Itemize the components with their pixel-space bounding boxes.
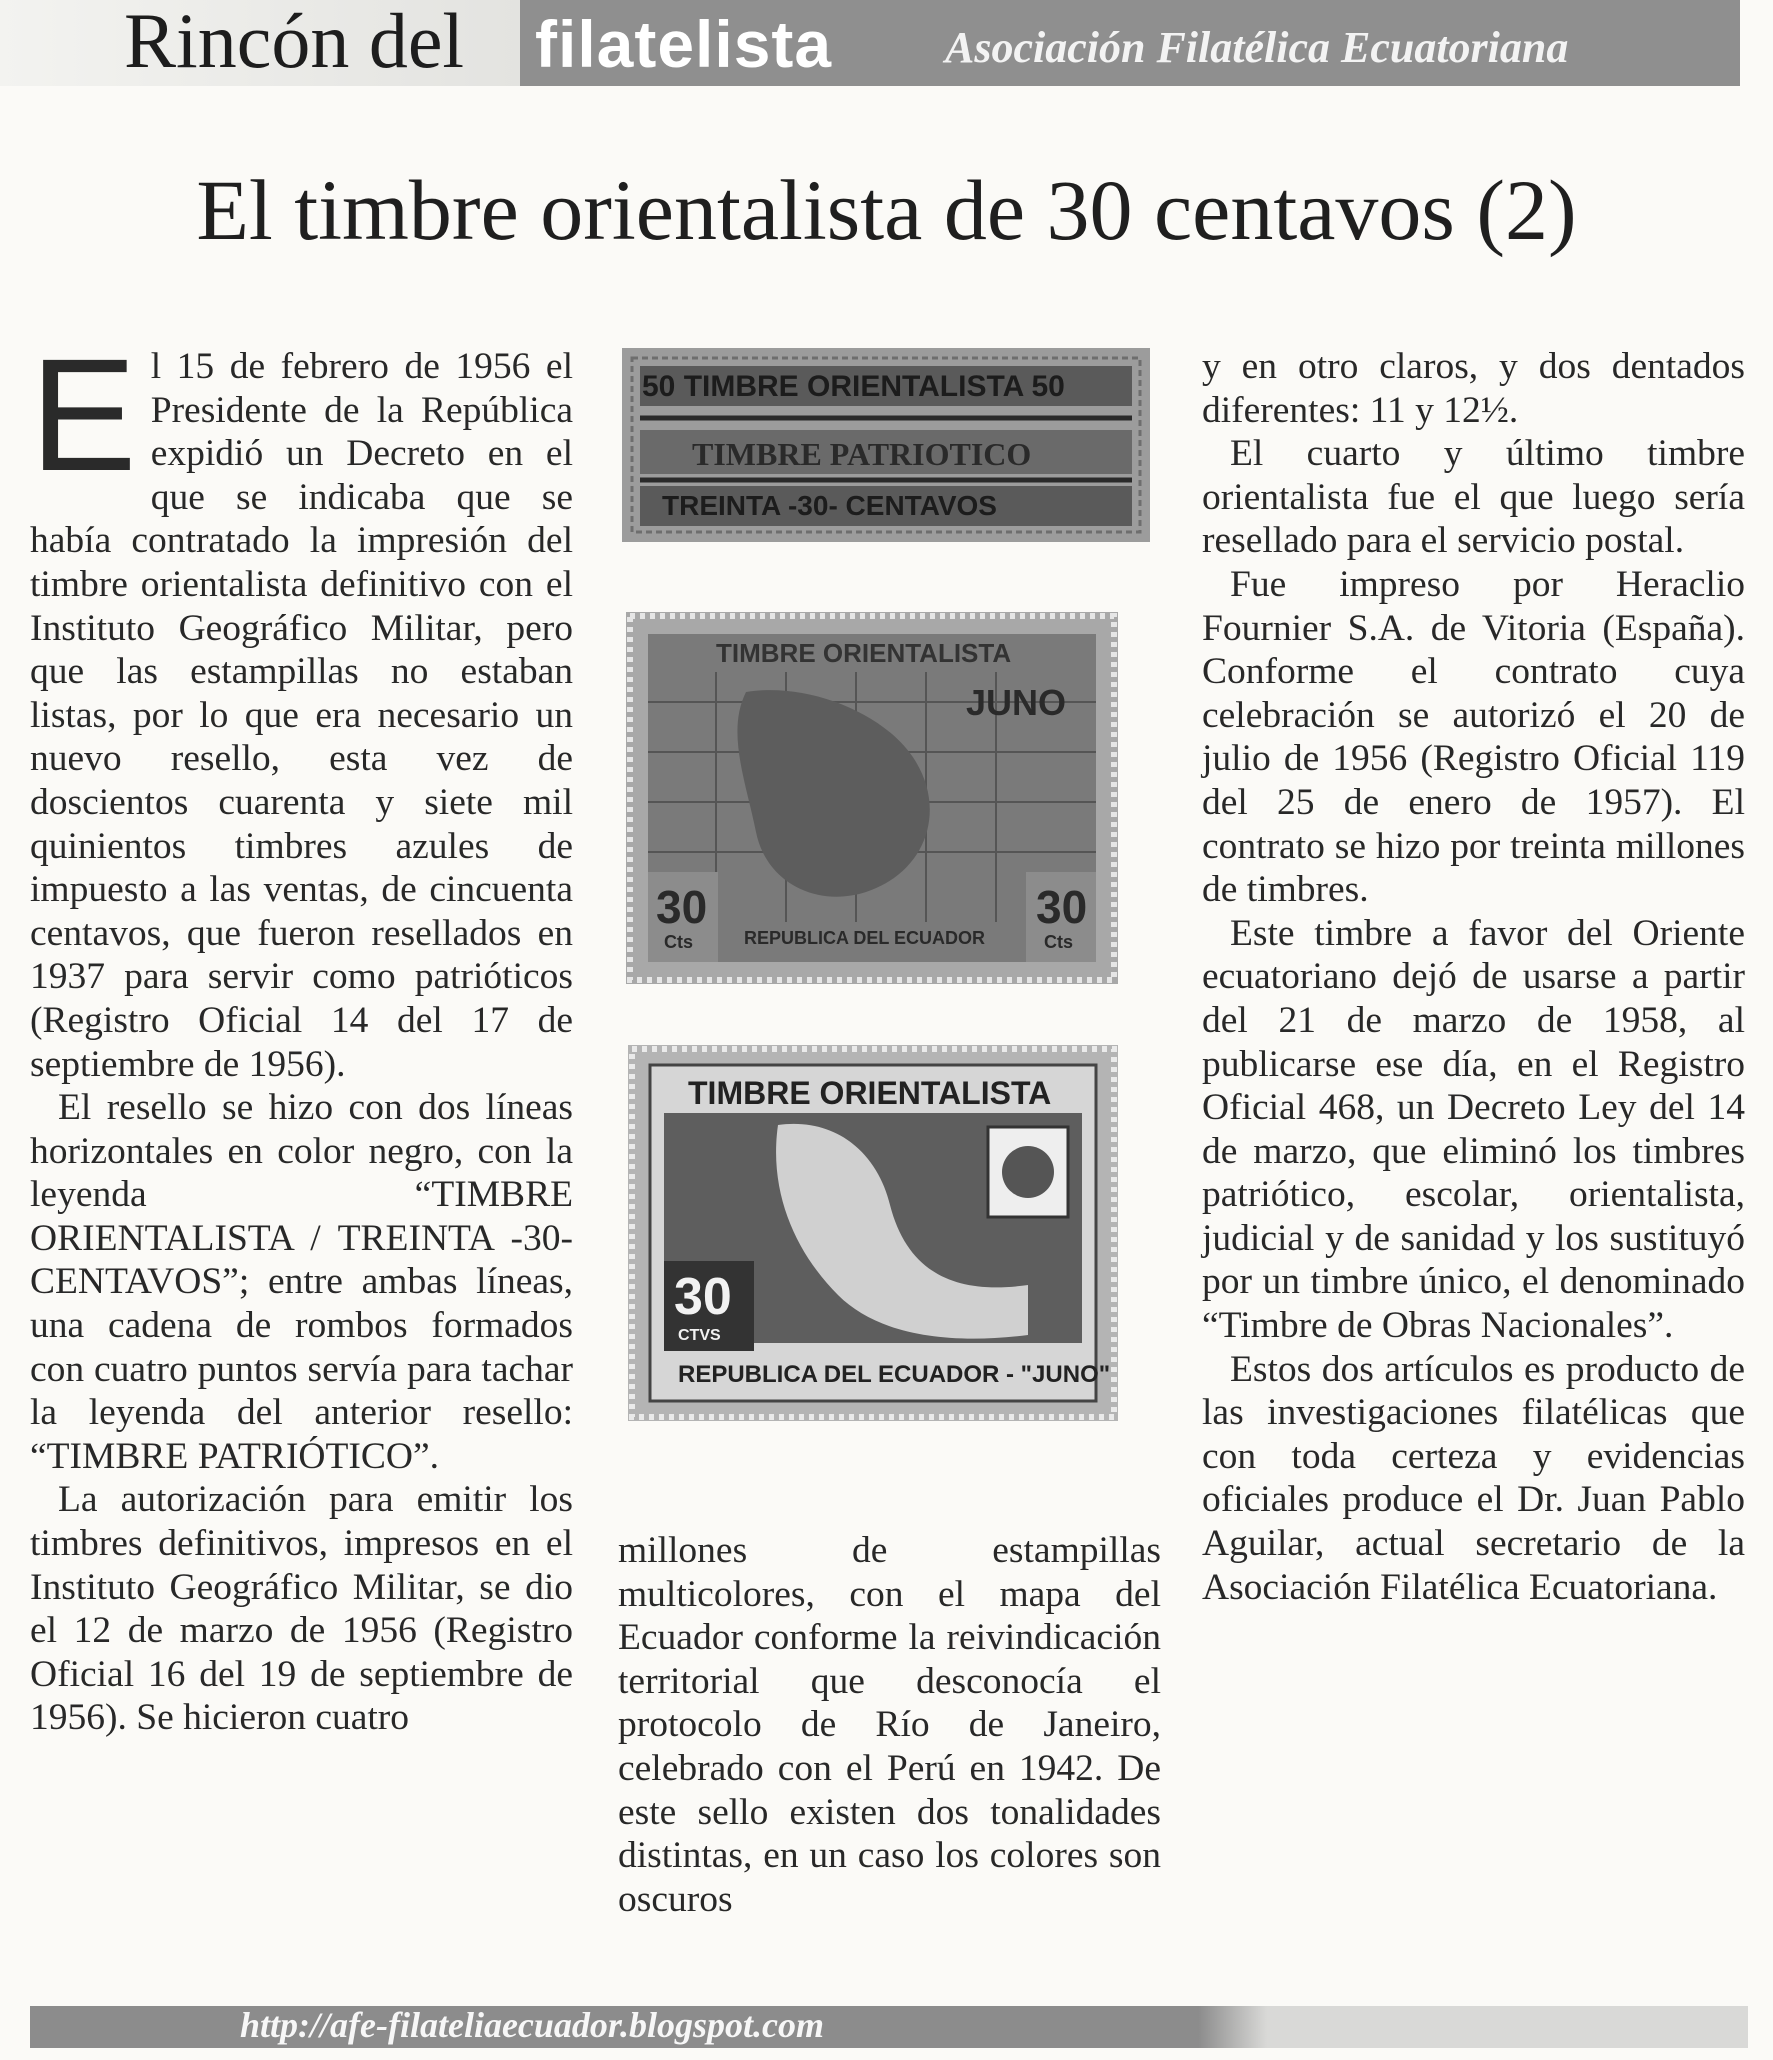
stamp-juno-cts-right: Cts xyxy=(1044,932,1074,952)
stamp-orientalista-image xyxy=(628,1045,1118,1421)
stamp-juno-value-right: 30 xyxy=(1036,881,1088,933)
paragraph: Fue impreso por Heraclio Fournier S.A. de Vitoria (España). Conforme el contrato cuya celebración se autorizó el 20 de julio de 1956 (Registro Oficial 119 del 25 de enero de 1957). El contrato se hizo por treinta millones de timbres. xyxy=(1202,563,1745,911)
stamp-overprint-line-1: 50 TIMBRE ORIENTALISTA 50 xyxy=(642,370,1065,403)
paragraph: Este timbre a favor del Oriente ecuatoriano dejó de usarse a partir del 21 de marzo de 1958, al publicarse ese día, en el Registro Oficial 468, un Decreto Ley del 14 de marzo, que eliminó los timbres patriótico, escolar, orientalista, judicial y de sanidad y los sustituyó por un timbre único, el denominado “Timbre de Obras Nacionales”. xyxy=(1202,912,1745,1347)
paragraph: Estos dos artículos es producto de las investigaciones filatélicas que con toda certeza y evidencias oficiales produce el Dr. Juan Pablo Aguilar, actual secretario de la Asociación Filatélica Ecuatoriana. xyxy=(1202,1348,1745,1608)
stamp-orientalista-value: 30 xyxy=(674,1268,732,1326)
stamp-orientalista-top-text: TIMBRE ORIENTALISTA xyxy=(688,1075,1052,1111)
stamp-overprint-line-2: TIMBRE PATRIOTICO xyxy=(692,436,1032,472)
paragraph: La autorización para emitir los timbres definitivos, impresos en el Instituto Geográfico Militar, se dio el 12 de marzo de 1956 (Registro Oficial 16 del 19 de septiembre de 1956). Se hicieron cuatro xyxy=(30,1479,573,1739)
stamp-juno-bottom-text: REPUBLICA DEL ECUADOR xyxy=(744,928,986,948)
stamp-juno-map-image xyxy=(626,612,1118,984)
stamp-overprint-image xyxy=(622,348,1150,542)
section-header xyxy=(0,0,1773,86)
stamp-overprint-line-3: TREINTA -30- CENTAVOS xyxy=(662,490,997,521)
section-name-bold: filatelista xyxy=(535,7,833,81)
article-title: El timbre orientalista de 30 centavos (2) xyxy=(196,162,1577,258)
paragraph: El 15 de febrero de 1956 el Presidente de la República expidió un Decreto en el que se indicaba que se había contratado la impresión del timbre orientalista definitivo con el Instituto Geográfico Militar, pero que las estampillas no estaban listas, por lo que era necesario un nuevo resello, esta vez de doscientos cuarenta y siete mil quinientos timbres azules de impuesto a las ventas, de cincuenta centavos, que fueron resellados en 1937 para servir como patrióticos (Registro Oficial 14 del 17 de septiembre de 1956). xyxy=(30,325,573,1085)
article-column-2 xyxy=(618,1529,1161,1921)
stamp-juno-cts-left: Cts xyxy=(664,932,694,952)
stamp-orientalista-bottom-text: REPUBLICA DEL ECUADOR - "JUNO" xyxy=(678,1361,1111,1388)
footer-url: http://afe-filateliaecuador.blogspot.com xyxy=(240,2005,824,2045)
section-name-light: Rincón del xyxy=(124,0,465,84)
paragraph: millones de estampillas multicolores, con el mapa del Ecuador conforme la reivindicación territorial que desconocía el protocolo de Río de Janeiro, celebrado con el Perú en 1942. De este sello existen dos tonalidades distintas, en un caso los colores son oscuros xyxy=(618,1530,1161,1920)
association-name: Asociación Filatélica Ecuatoriana xyxy=(945,23,1569,72)
paragraph: El cuarto y último timbre orientalista fue el que luego sería resellado para el servicio postal. xyxy=(1202,433,1745,562)
stamp-juno-value-left: 30 xyxy=(656,881,708,933)
stamp-orientalista-ctvs: CTVS xyxy=(678,1327,721,1344)
stamp-juno-top-text: TIMBRE ORIENTALISTA xyxy=(716,638,1012,668)
paragraph: y en otro claros, y dos dentados diferentes: 11 y 12½. xyxy=(1202,346,1745,431)
paragraph: El resello se hizo con dos líneas horizontales en color negro, con la leyenda “TIMBRE ORIENTALISTA / TREINTA -30- CENTAVOS”; entre ambas líneas, una cadena de rombos formados con cuatro puntos servía para tachar la leyenda del anterior resello: “TIMBRE PATRIÓTICO”. xyxy=(30,1087,573,1477)
footer-bar xyxy=(30,2006,1748,2048)
drop-cap: E xyxy=(30,325,137,504)
article-column-1 xyxy=(30,325,573,1740)
stamp-juno-label: JUNO xyxy=(966,682,1067,723)
article-column-3 xyxy=(1202,345,1745,1609)
